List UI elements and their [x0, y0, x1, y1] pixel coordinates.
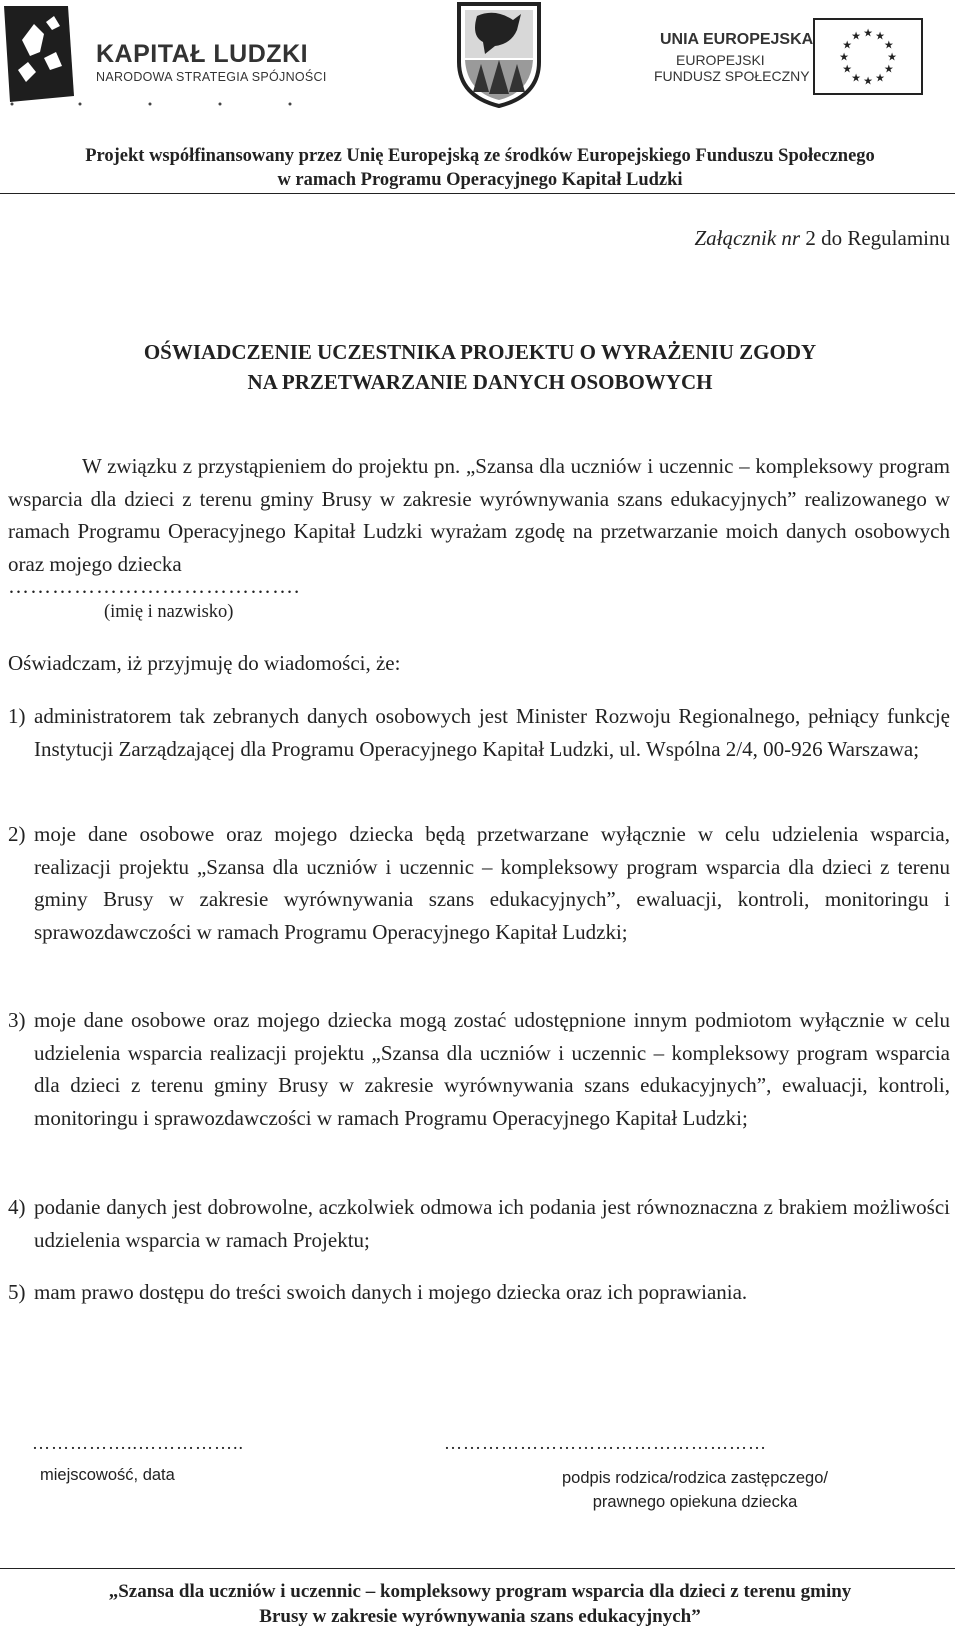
- cofinancing-line-1: Projekt współfinansowany przez Unię Europejską ze środków Europejskiego Funduszu Społecznego: [85, 146, 875, 166]
- eu-star-icon: ★: [839, 50, 849, 64]
- footer-line-2: Brusy w zakresie wyrównywania szans edukacyjnych”: [259, 1606, 701, 1627]
- coat-of-arms-logo: [455, 0, 543, 108]
- list-item-text: podanie danych jest dobrowolne, aczkolwiek odmowa ich podania jest równoznaczna z brakiem możliwości udzielenia wsparcia w ramach Projektu;: [34, 1195, 950, 1252]
- document-title-line-2: NA PRZETWARZANIE DANYCH OSOBOWYCH: [247, 370, 713, 394]
- eu-star-icon: ★: [875, 71, 885, 85]
- eu-star-icon: ★: [851, 71, 861, 85]
- eu-star-icon: ★: [887, 50, 897, 64]
- ue-title: UNIA EUROPEJSKA: [660, 31, 814, 48]
- list-item: [8, 1276, 950, 1309]
- footer-divider: [0, 1568, 955, 1569]
- eu-star-icon: ★: [842, 38, 853, 52]
- annex-label: [600, 226, 950, 251]
- name-field-label: (imię i nazwisko): [104, 602, 234, 622]
- place-date-label: miejscowość, data: [40, 1466, 175, 1484]
- list-item-number: 2): [8, 822, 26, 846]
- signature-fill-line: ……………………………………………: [444, 1433, 767, 1453]
- consent-paragraph: W związku z przystąpieniem do projektu pn. „Szansa dla uczniów i uczennic – kompleksowy program wsparcia dla dzieci z terenu gminy Brusy w zakresie wyrównywania szans edukacyjnych” realizowanego w ramach Programu Operacyjnego Kapitał Ludzki wyrażam zgodę na przetwarzanie moich danych osobowych oraz mojego dziecka: [8, 454, 950, 576]
- ue-subtitle-2: FUNDUSZ SPOŁECZNY: [654, 68, 810, 84]
- eu-star-icon: ★: [842, 62, 853, 76]
- list-item: [8, 1191, 950, 1256]
- list-item: [8, 818, 950, 948]
- kapital-ludzki-subtitle: NARODOWA STRATEGIA SPÓJNOŚCI: [96, 70, 327, 84]
- list-item-text: administratorem tak zebranych danych osobowych jest Minister Rozwoju Regionalnego, pełniący funkcję Instytucji Zarządzającej dla Programu Operacyjnego Kapitał Ludzki, ul. Wspólna 2/4, 00-926 Warszawa;: [34, 704, 950, 761]
- list-item: [8, 1004, 950, 1134]
- header-divider: [0, 193, 955, 194]
- eu-flag-logo: [813, 18, 923, 95]
- list-item-number: 4): [8, 1195, 26, 1219]
- eu-star-icon: ★: [883, 62, 894, 76]
- ue-subtitle-1: EUROPEJSKI: [676, 52, 765, 68]
- declaration-intro: Oświadczam, iż przyjmuję do wiadomości, że:: [8, 651, 401, 675]
- name-fill-line: ………………………………….: [8, 574, 301, 598]
- annex-italic: Załącznik nr: [694, 226, 801, 250]
- eu-star-icon: ★: [863, 74, 873, 88]
- list-item-number: 3): [8, 1008, 26, 1032]
- list-item-number: 5): [8, 1280, 26, 1304]
- eu-star-icon: ★: [883, 38, 894, 52]
- eu-star-icon: ★: [875, 29, 885, 43]
- cofinancing-line-2: w ramach Programu Operacyjnego Kapitał Ludzki: [277, 170, 683, 190]
- place-date-fill-line: ……………..……………..: [32, 1433, 244, 1453]
- list-item: [8, 700, 950, 765]
- eu-star-icon: ★: [863, 26, 873, 40]
- annex-rest: 2 do Regulaminu: [800, 226, 950, 250]
- document-title-line-1: OŚWIADCZENIE UCZESTNIKA PROJEKTU O WYRAŻENIU ZGODY: [143, 340, 817, 364]
- footer-line-1: „Szansa dla uczniów i uczennic – kompleksowy program wsparcia dla dzieci z terenu gminy: [108, 1581, 852, 1602]
- list-item-text: moje dane osobowe oraz mojego dziecka będą przetwarzane wyłącznie w celu udzielenia wsparcia, realizacji projektu „Szansa dla uczniów i uczennic – kompleksowy program wsparcia dla dzieci z terenu gminy Brusy w zakresie wyrównywania szans edukacyjnych”, ewaluacji, kontroli, monitoringu i sprawozdawczości w ramach Programu Operacyjnego Kapitał Ludzki;: [34, 822, 950, 944]
- list-item-text: moje dane osobowe oraz mojego dziecka mogą zostać udostępnione innym podmiotom wyłącznie w celu udzielenia wsparcia realizacji projektu „Szansa dla uczniów i uczennic – kompleksowy program wsparcia dla dzieci z terenu gminy Brusy w zakresie wyrównywania szans edukacyjnych”, ewaluacji, kontroli, monitoringu i sprawozdawczości w ramach Programu Operacyjnego Kapitał Ludzki;: [34, 1008, 950, 1130]
- signature-label: [530, 1466, 860, 1514]
- eu-star-icon: ★: [851, 29, 861, 43]
- list-item-text: mam prawo dostępu do treści swoich danych i mojego dziecka oraz ich poprawiania.: [34, 1280, 748, 1304]
- signature-label-line-1: podpis rodzica/rodzica zastępczego/: [562, 1469, 828, 1487]
- signature-label-line-2: prawnego opiekuna dziecka: [592, 1493, 798, 1511]
- kapital-ludzki-title: KAPITAŁ LUDZKI: [96, 40, 309, 68]
- list-item-number: 1): [8, 704, 26, 728]
